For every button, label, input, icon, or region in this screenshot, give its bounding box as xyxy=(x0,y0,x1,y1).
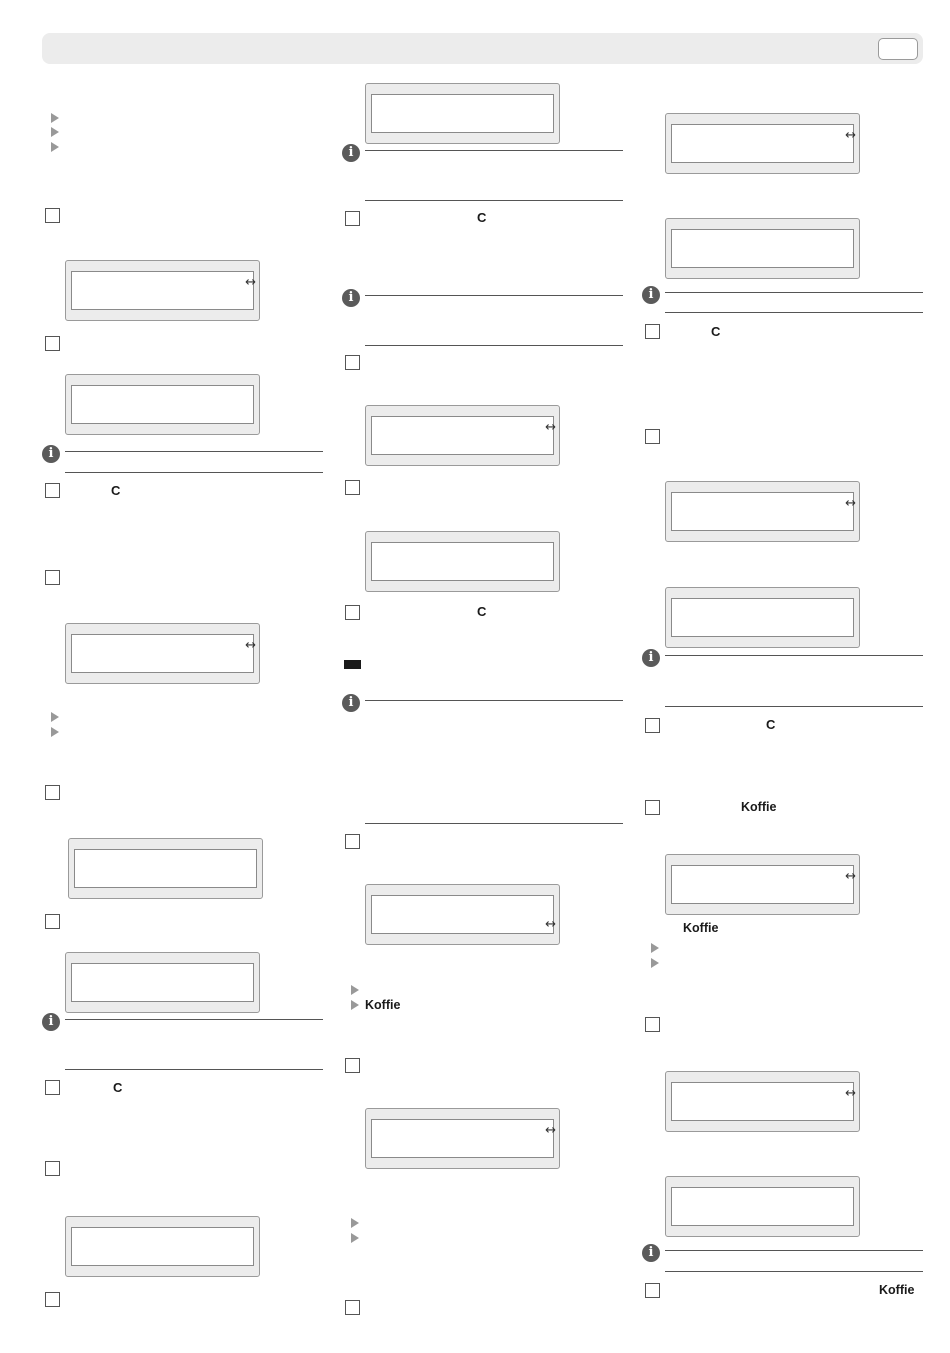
step-checkbox xyxy=(45,208,60,223)
note-rule-top xyxy=(665,1250,923,1251)
clear-key-label: C xyxy=(477,210,487,225)
step-checkbox xyxy=(45,785,60,800)
info-icon: i xyxy=(642,286,660,304)
bullet-icon xyxy=(51,712,59,722)
lcd-display xyxy=(665,218,860,279)
bullet-icon xyxy=(351,1000,359,1010)
lcd-display xyxy=(365,531,560,592)
lcd-display xyxy=(665,1071,860,1132)
step-checkbox xyxy=(345,1300,360,1315)
coffee-key-label: Koffie xyxy=(879,1283,915,1297)
left-right-arrow-icon: ↔ xyxy=(545,917,555,932)
bullet-icon xyxy=(351,1218,359,1228)
lcd-screen xyxy=(371,416,554,455)
note-rule-top xyxy=(665,292,923,293)
step-checkbox xyxy=(645,718,660,733)
step-checkbox xyxy=(345,605,360,620)
lcd-screen xyxy=(71,1227,254,1266)
lcd-display xyxy=(665,113,860,174)
step-checkbox xyxy=(45,336,60,351)
lcd-screen xyxy=(671,865,854,904)
lcd-screen xyxy=(671,229,854,268)
lcd-display xyxy=(65,1216,260,1277)
step-checkbox xyxy=(345,211,360,226)
lcd-display xyxy=(65,260,260,321)
clear-key-label: C xyxy=(111,483,121,498)
note-rule-bottom xyxy=(65,1069,323,1070)
coffee-key-label: Koffie xyxy=(365,998,401,1012)
left-right-arrow-icon: ↔ xyxy=(245,638,255,653)
step-checkbox xyxy=(645,324,660,339)
lcd-screen xyxy=(371,542,554,581)
lcd-display xyxy=(68,838,263,899)
step-checkbox xyxy=(345,1058,360,1073)
coffee-key-label: Koffie xyxy=(683,921,719,935)
info-icon: i xyxy=(42,1013,60,1031)
step-checkbox xyxy=(345,480,360,495)
note-rule-bottom xyxy=(65,472,323,473)
lcd-screen xyxy=(371,94,554,133)
step-checkbox xyxy=(45,914,60,929)
note-rule-bottom xyxy=(365,345,623,346)
note-rule-bottom xyxy=(665,1271,923,1272)
lcd-screen xyxy=(671,124,854,163)
step-checkbox xyxy=(645,1017,660,1032)
lcd-screen xyxy=(371,895,554,934)
lcd-screen xyxy=(671,1082,854,1121)
step-checkbox xyxy=(645,1283,660,1298)
info-icon: i xyxy=(642,649,660,667)
step-checkbox xyxy=(45,570,60,585)
step-checkbox xyxy=(45,1161,60,1176)
info-icon: i xyxy=(642,1244,660,1262)
lcd-screen xyxy=(671,492,854,531)
note-rule-bottom xyxy=(365,200,623,201)
info-icon: i xyxy=(342,289,360,307)
black-indicator-bar xyxy=(344,660,361,669)
coffee-key-label: Koffie xyxy=(741,800,777,814)
lcd-display xyxy=(665,481,860,542)
step-checkbox xyxy=(45,1292,60,1307)
step-checkbox xyxy=(645,429,660,444)
bullet-icon xyxy=(651,943,659,953)
bullet-icon xyxy=(51,727,59,737)
left-right-arrow-icon: ↔ xyxy=(545,1123,555,1138)
lcd-screen xyxy=(71,963,254,1002)
lcd-screen xyxy=(71,634,254,673)
lcd-display xyxy=(365,83,560,144)
lcd-display xyxy=(365,405,560,466)
note-rule-bottom xyxy=(665,312,923,313)
lcd-screen xyxy=(371,1119,554,1158)
lcd-screen xyxy=(74,849,257,888)
lcd-screen xyxy=(671,598,854,637)
step-checkbox xyxy=(345,355,360,370)
note-rule-top xyxy=(365,700,623,701)
bullet-icon xyxy=(51,113,59,123)
note-rule-top xyxy=(65,451,323,452)
lcd-display xyxy=(665,854,860,915)
step-checkbox xyxy=(345,834,360,849)
page-number-badge xyxy=(878,38,918,60)
info-icon: i xyxy=(342,144,360,162)
left-right-arrow-icon: ↔ xyxy=(845,496,855,511)
lcd-screen xyxy=(71,385,254,424)
step-checkbox xyxy=(645,800,660,815)
left-right-arrow-icon: ↔ xyxy=(245,275,255,290)
lcd-screen xyxy=(671,1187,854,1226)
lcd-display xyxy=(665,587,860,648)
lcd-display xyxy=(365,884,560,945)
lcd-display xyxy=(65,952,260,1013)
page-header-bar xyxy=(42,33,923,64)
bullet-icon xyxy=(351,985,359,995)
note-rule-top xyxy=(365,150,623,151)
note-rule-top xyxy=(65,1019,323,1020)
lcd-display xyxy=(365,1108,560,1169)
step-checkbox xyxy=(45,483,60,498)
step-checkbox xyxy=(45,1080,60,1095)
note-rule-bottom xyxy=(665,706,923,707)
left-right-arrow-icon: ↔ xyxy=(845,1086,855,1101)
bullet-icon xyxy=(51,127,59,137)
left-right-arrow-icon: ↔ xyxy=(845,869,855,884)
bullet-icon xyxy=(351,1233,359,1243)
lcd-display xyxy=(65,374,260,435)
clear-key-label: C xyxy=(766,717,776,732)
info-icon: i xyxy=(342,694,360,712)
clear-key-label: C xyxy=(113,1080,123,1095)
left-right-arrow-icon: ↔ xyxy=(545,420,555,435)
left-right-arrow-icon: ↔ xyxy=(845,128,855,143)
info-icon: i xyxy=(42,445,60,463)
note-rule-top xyxy=(665,655,923,656)
clear-key-label: C xyxy=(711,324,721,339)
note-rule-bottom xyxy=(365,823,623,824)
note-rule-top xyxy=(365,295,623,296)
lcd-display xyxy=(665,1176,860,1237)
lcd-screen xyxy=(71,271,254,310)
lcd-display xyxy=(65,623,260,684)
bullet-icon xyxy=(651,958,659,968)
clear-key-label: C xyxy=(477,604,487,619)
bullet-icon xyxy=(51,142,59,152)
